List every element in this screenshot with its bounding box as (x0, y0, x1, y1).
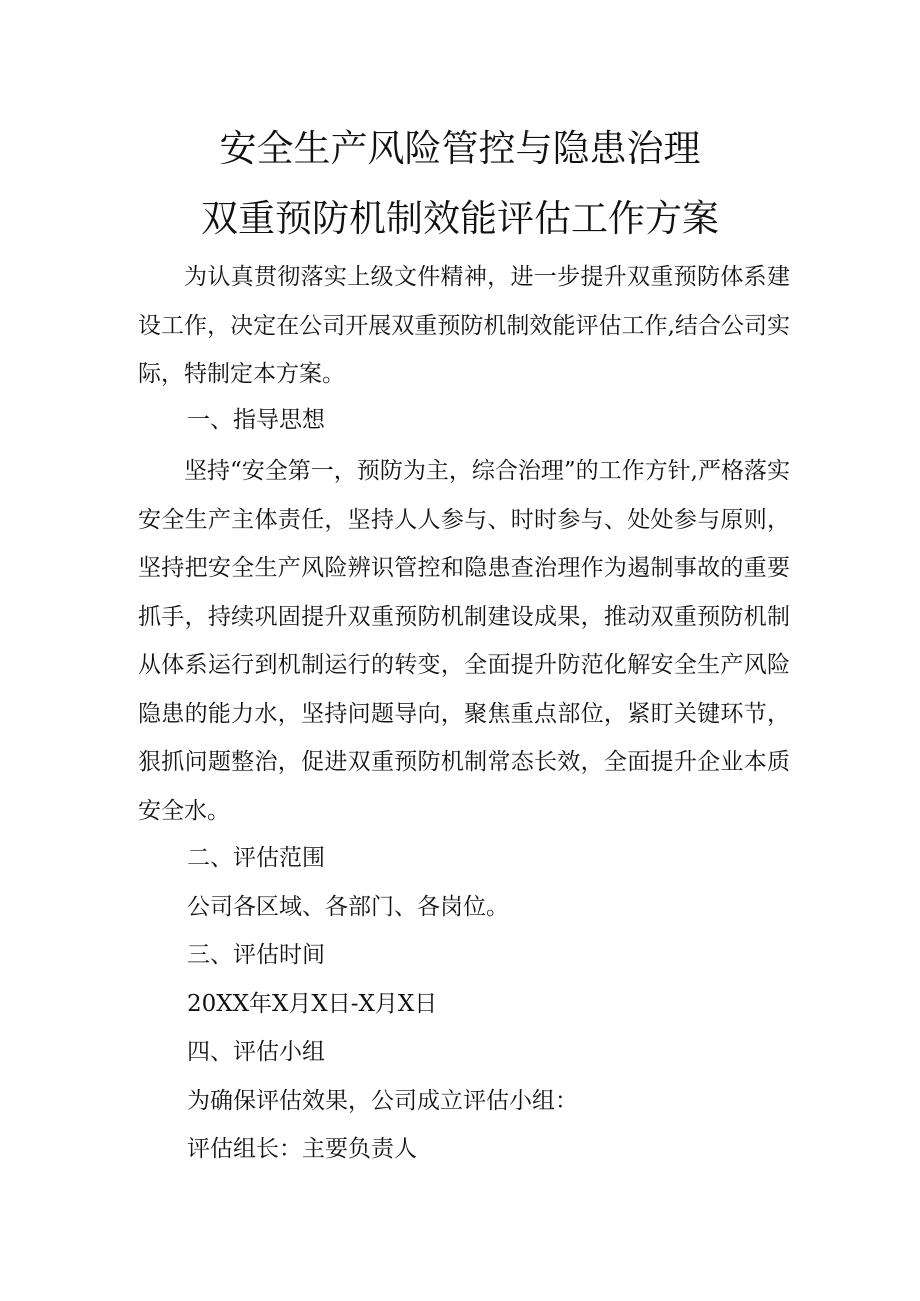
section-3-heading: 三、评估时间 (187, 942, 325, 968)
document-title-line-1: 安全生产风险管控与隐患治理 (219, 127, 701, 170)
section-1-paragraph: 坚持“安全第一，预防为主，综合治理”的工作方针,严格落实安全生产主体责任，坚持人人参与、时时参与、处处参与原则，坚持把安全生产风险辨识管控和隐患查治理作为遏制事故的重要抓手，持续巩固提升双重预防机制建设成果，推动双重预防机制从体系运行到机制运行的转变，全面提升防范化解安全生产风险隐患的能力水，坚持问题导向，聚焦重点部位，紧盯关键环节，狠抓问题整治，促进双重预防机制常态长效，全面提升企业本质安全水。 (138, 458, 790, 824)
section-2-text: 公司各区域、各部门、各岗位。 (187, 894, 509, 920)
section-3-text: 20XX年X月X日-X月X日 (187, 991, 438, 1017)
section-2-heading: 二、评估范围 (187, 845, 325, 871)
section-4-heading: 四、评估小组 (187, 1039, 325, 1065)
section-1-heading: 一、指导思想 (187, 407, 325, 433)
intro-paragraph: 为认真贯彻落实上级文件精神，进一步提升双重预防体系建设工作，决定在公司开展双重预防机制效能评估工作,结合公司实际，特制定本方案。 (138, 264, 790, 387)
document-title-line-2: 双重预防机制效能评估工作方案 (201, 197, 719, 240)
section-4-leader: 评估组长：主要负责人 (187, 1136, 417, 1162)
section-4-text: 为确保评估效果，公司成立评估小组： (187, 1088, 578, 1114)
